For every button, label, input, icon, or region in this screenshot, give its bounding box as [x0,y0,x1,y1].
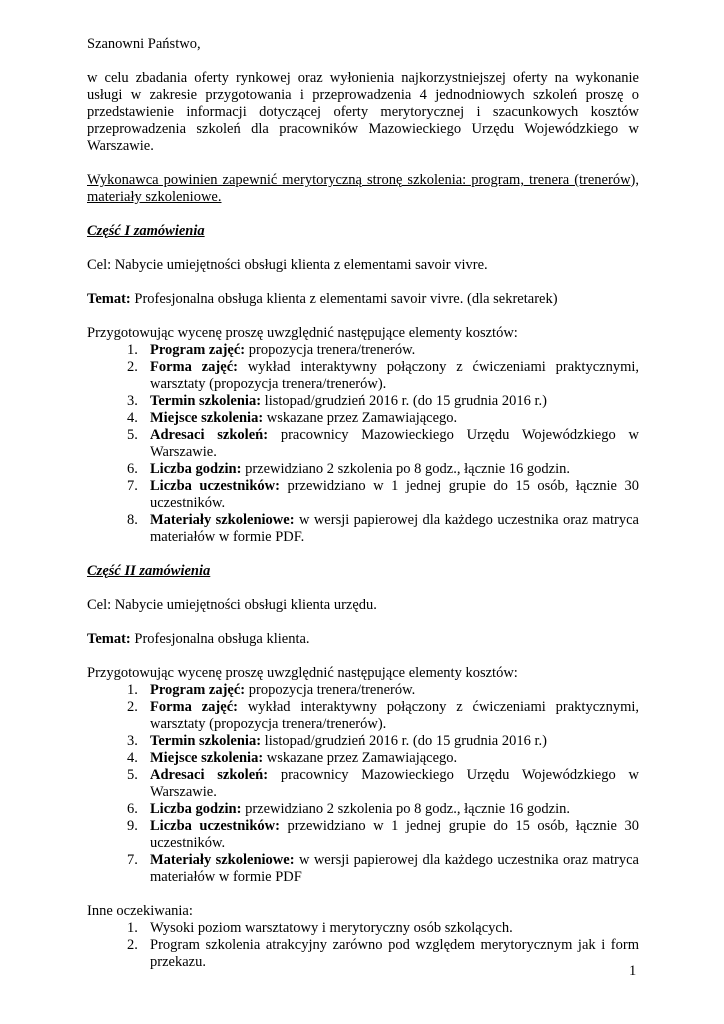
list-item-text: propozycja trenera/trenerów. [245,682,416,698]
list-item [87,801,639,818]
contractor-note: Wykonawca powinien zapewnić merytoryczną stronę szkolenia: program, trenera (trenerów), materiały szkoleniowe. [87,172,639,205]
list-item [87,359,639,393]
other-heading: Inne oczekiwania: [87,903,193,919]
list-item-number: 5. [127,767,138,783]
list-item-label: Miejsce szkolenia: [150,750,264,766]
list-item-text: wskazane przez Zamawiającego. [263,750,458,766]
list-item-label: Materiały szkoleniowe: [150,512,295,528]
list-item-number: 2. [127,359,138,375]
page-number: 1 [629,963,637,979]
list-item-text: w wersji papierowej dla każdego uczestnika oraz matryca materiałów w formie PDF. [150,512,639,545]
list-item-text: przewidziano 2 szkolenia po 8 godz., łącznie 16 godzin. [241,801,570,817]
list-item-text: pracownicy Mazowieckiego Urzędu Wojewódzkiego w Warszawie. [150,767,639,800]
list-item-number: 2. [127,937,138,953]
part1-topic [87,291,639,308]
list-item-number: 7. [127,852,138,868]
list-item [87,733,639,750]
list-item [87,342,639,359]
list-item-text: w wersji papierowej dla każdego uczestnika oraz matryca materiałów w formie PDF [150,852,639,885]
list-item [87,478,639,512]
list-item-label: Liczba godzin: [150,801,242,817]
list-item [87,852,639,886]
list-item-text: wykład interaktywny połączony z ćwiczeniami praktycznymi, warsztaty (propozycja trenera/trenerów). [150,359,640,392]
list-item-text: Wysoki poziom warsztatowy i merytoryczny osób szkolących. [150,920,513,936]
list-item [87,427,639,461]
list-item-number: 1. [127,682,138,698]
list-item-number: 2. [127,699,138,715]
list-item-label: Termin szkolenia: [150,733,262,749]
list-item [87,767,639,801]
document-content [87,36,639,971]
greeting: Szanowni Państwo, [87,36,201,52]
part1-goal: Cel: Nabycie umiejętności obsługi klienta z elementami savoir vivre. [87,257,488,273]
part2-topic-text: Profesjonalna obsługa klienta. [130,631,310,647]
other-list [87,920,639,971]
list-item-number: 8. [127,512,138,528]
list-item-number: 9. [127,818,138,834]
list-item-number: 7. [127,478,138,494]
list-item-label: Adresaci szkoleń: [150,427,269,443]
list-item [87,393,639,410]
part1-cost-intro: Przygotowując wycenę proszę uwzględnić następujące elementy kosztów: [87,325,518,341]
part2-heading: Część II zamówienia [87,563,211,579]
list-item-label: Termin szkolenia: [150,393,262,409]
list-item-text: wskazane przez Zamawiającego. [263,410,458,426]
list-item-number: 1. [127,920,138,936]
list-item-number: 3. [127,733,138,749]
part2-topic [87,631,639,648]
list-item-text: przewidziano 2 szkolenia po 8 godz., łącznie 16 godzin. [241,461,570,477]
list-item-label: Liczba uczestników: [150,478,280,494]
list-item [87,461,639,478]
list-item [87,512,639,546]
list-item-label: Liczba uczestników: [150,818,280,834]
list-item-text: pracownicy Mazowieckiego Urzędu Wojewódzkiego w Warszawie. [150,427,639,460]
list-item-number: 1. [127,342,138,358]
list-item-number: 3. [127,393,138,409]
list-item-text: przewidziano w 1 jednej grupie do 15 osób, łącznie 30 uczestników. [150,818,639,851]
list-item-text: wykład interaktywny połączony z ćwiczeniami praktycznymi, warsztaty (propozycja trenera/trenerów). [150,699,640,732]
intro-paragraph: w celu zbadania oferty rynkowej oraz wyłonienia najkorzystniejszej oferty na wykonanie usługi w zakresie przygotowania i przeprowadzenia 4 jednodniowych szkoleń proszę o przedstawienie informacji dotyczącej oferty merytorycznej i szacunkowych kosztów przeprowadzenia szkoleń dla pracowników Mazowieckiego Urzędu Wojewódzkiego w Warszawie. [87,70,639,154]
list-item [87,937,639,971]
list-item [87,699,639,733]
list-item [87,410,639,427]
list-item [87,920,639,937]
list-item [87,750,639,767]
part2-cost-list [87,682,639,886]
list-item [87,818,639,852]
list-item-text: listopad/grudzień 2016 r. (do 15 grudnia 2016 r.) [261,733,547,749]
part1-topic-label: Temat: [87,291,131,307]
list-item-number: 4. [127,750,138,766]
list-item-label: Liczba godzin: [150,461,242,477]
list-item [87,682,639,699]
list-item-number: 5. [127,427,138,443]
part1-cost-list [87,342,639,546]
list-item-label: Program zajęć: [150,682,246,698]
part2-cost-intro: Przygotowując wycenę proszę uwzględnić następujące elementy kosztów: [87,665,518,681]
list-item-text: listopad/grudzień 2016 r. (do 15 grudnia 2016 r.) [261,393,547,409]
list-item-label: Forma zajęć: [150,699,238,715]
list-item-label: Miejsce szkolenia: [150,410,264,426]
part2-topic-label: Temat: [87,631,131,647]
list-item-number: 6. [127,461,138,477]
part2-goal: Cel: Nabycie umiejętności obsługi klienta urzędu. [87,597,377,613]
list-item-text: Program szkolenia atrakcyjny zarówno pod względem merytorycznym jak i form przekazu. [150,937,639,970]
list-item-text: przewidziano w 1 jednej grupie do 15 osób, łącznie 30 uczestników. [150,478,639,511]
list-item-label: Materiały szkoleniowe: [150,852,295,868]
list-item-number: 4. [127,410,138,426]
part1-heading: Część I zamówienia [87,223,205,239]
list-item-label: Adresaci szkoleń: [150,767,269,783]
list-item-label: Forma zajęć: [150,359,238,375]
list-item-label: Program zajęć: [150,342,246,358]
list-item-number: 6. [127,801,138,817]
list-item-text: propozycja trenera/trenerów. [245,342,416,358]
part1-topic-text: Profesjonalna obsługa klienta z elementami savoir vivre. (dla sekretarek) [130,291,558,307]
